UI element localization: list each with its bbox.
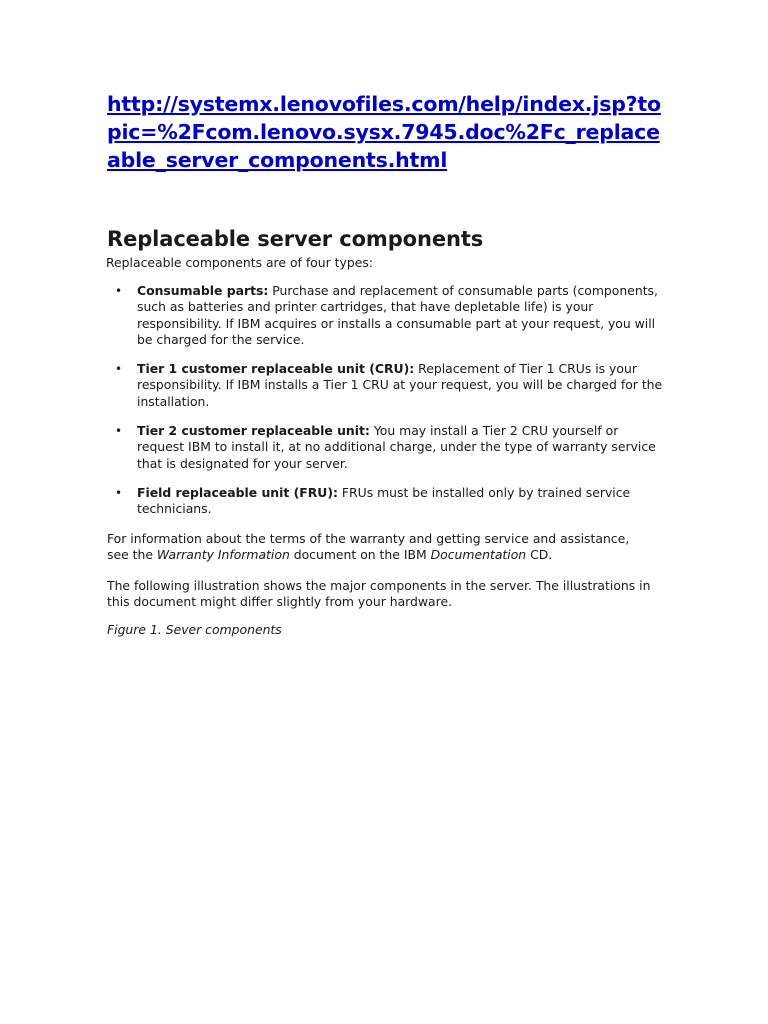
warranty-text-part2: document on the IBM [289,546,431,562]
bullet-icon: • [115,424,123,439]
term-description: FRUs must be installed only by trained service technicians. [137,484,631,517]
term-description: You may install a Tier 2 CRU yourself or request IBM to install it, at no additional charge, under the type of warranty service that is designated for your server. [137,423,656,471]
bullet-icon: • [115,362,123,377]
term-label: Consumable parts: [137,283,269,298]
warranty-text-part1: For information about the terms of the warranty and getting service and assistance, see the [107,530,630,562]
document-page [107,90,667,638]
section-title: Replaceable server components [107,227,484,251]
source-url-link[interactable]: http://systemx.lenovofiles.com/help/index.jsp?topic=%2Fcom.lenovo.sysx.7945.doc%2Fc_replaceable_server_components.html [107,92,661,172]
documentation-title: Documentation [430,546,527,562]
figure-caption: Figure 1. Sever components [107,621,282,637]
list-item-fru [107,485,665,518]
bullet-icon: • [115,485,123,500]
term-label: Field replaceable unit (FRU): [137,484,338,500]
list-item-tier1-cru [107,361,665,410]
list-item-tier2-cru [107,423,665,472]
list-item-consumable-parts [107,283,665,348]
illustration-paragraph: The following illustration shows the major components in the server. The illustrations in this document might differ slightly from your hardware. [107,578,651,610]
intro-text: Replaceable components are of four types: [106,255,373,270]
term-description: Replacement of Tier 1 CRUs is your responsibility. If IBM installs a Tier 1 CRU at your request, you will be charged for the installation. [137,361,663,409]
term-label: Tier 2 customer replaceable unit: [137,423,370,439]
component-types-list [107,283,667,518]
term-description: Purchase and replacement of consumable parts (components, such as batteries and printer cartridges, that have depletable life) is your responsibility. If IBM acquires or installs a consumable part at your request, you will be charged for the service. [137,283,658,347]
warranty-paragraph [107,531,652,564]
term-label: Tier 1 customer replaceable unit (CRU): [137,361,415,377]
warranty-information-title: Warranty Information [156,546,290,562]
bullet-icon: • [115,284,123,298]
warranty-text-part3: CD. [526,546,553,562]
